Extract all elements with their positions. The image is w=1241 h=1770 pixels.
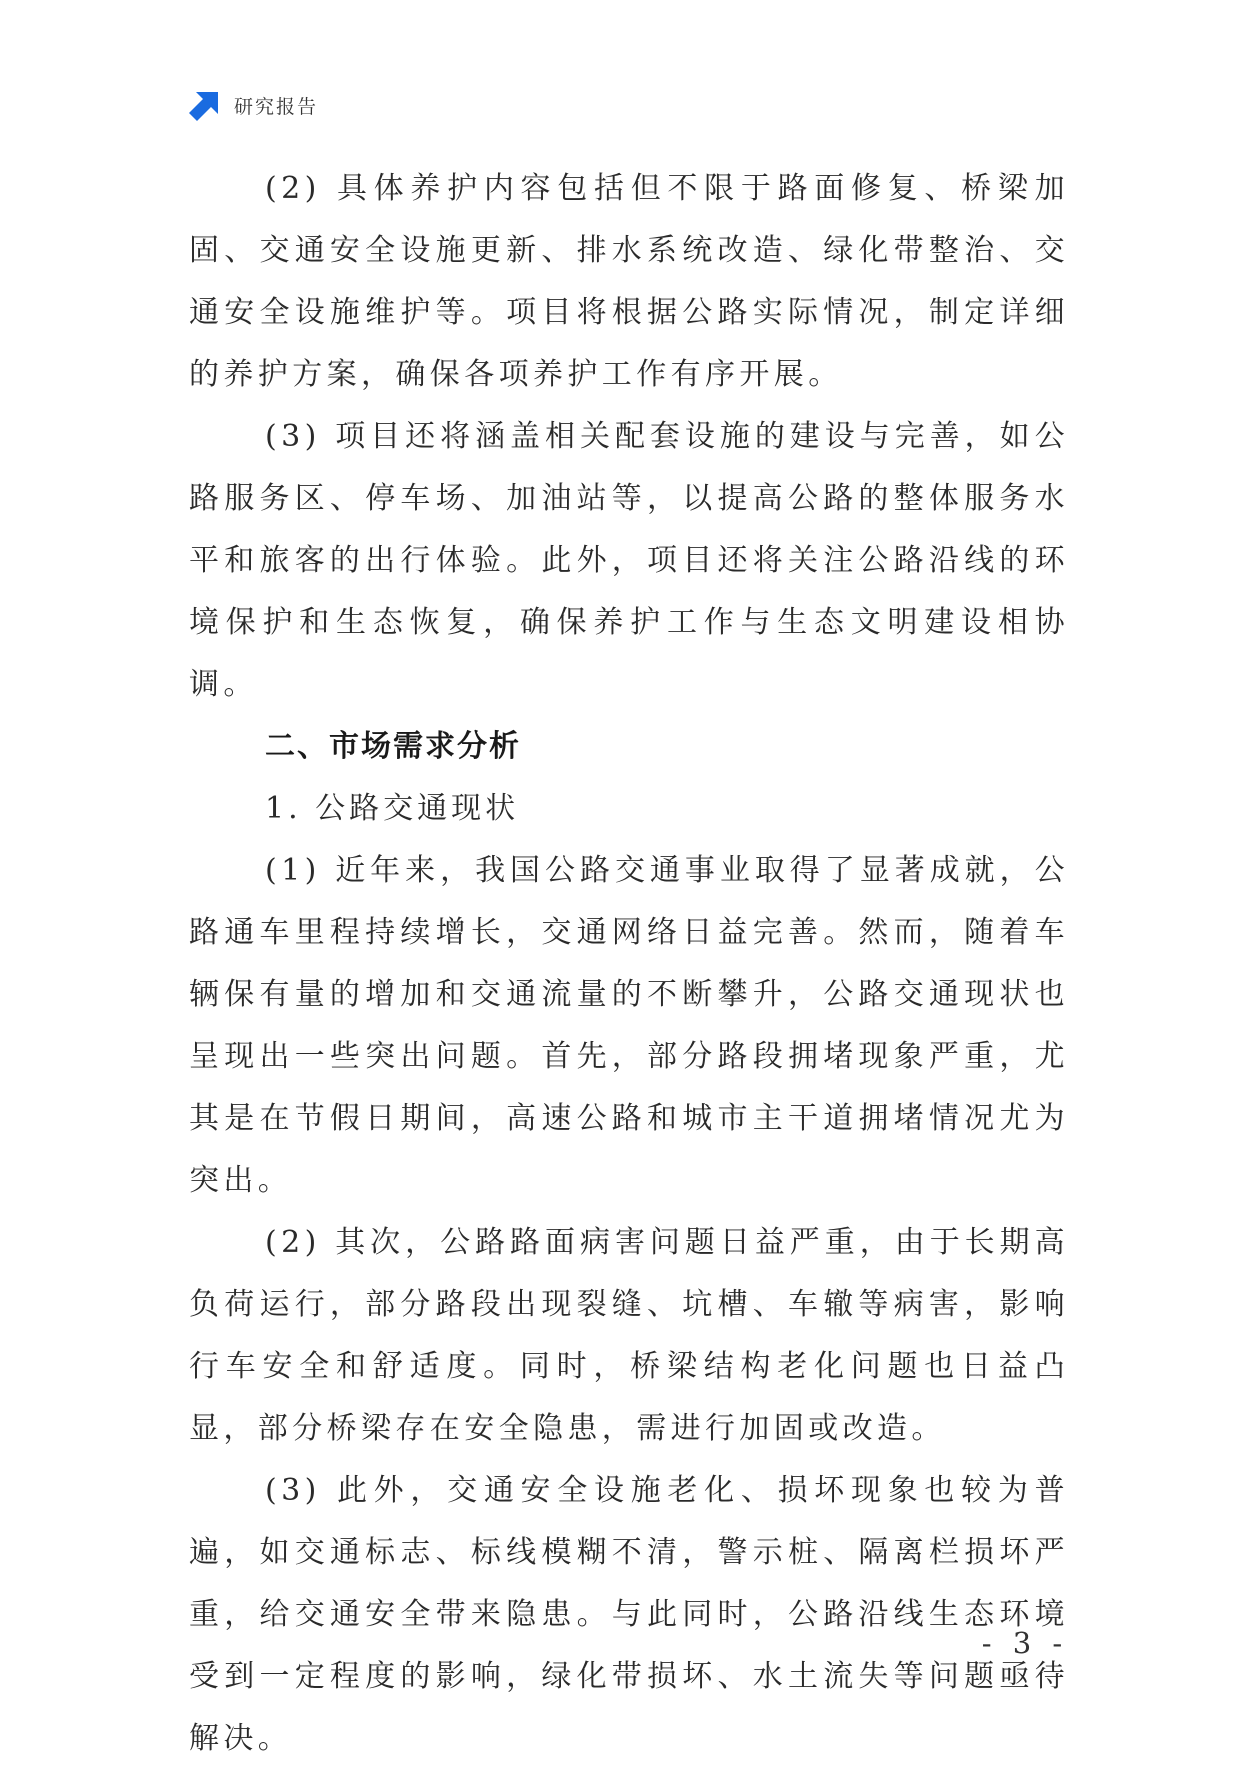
paragraph: (2) 具体养护内容包括但不限于路面修复、桥梁加固、交通安全设施更新、排水系统改造、绿化带整治、交通安全设施维护等。项目将根据公路实际情况，制定详细的养护方案，确保各项养护工作有序开展。 <box>189 171 1069 392</box>
header-title: 研究报告 <box>234 95 319 118</box>
page-number: - 3 - <box>981 1626 1069 1660</box>
subsection-heading: 1. 公路交通现状 <box>265 791 520 826</box>
paragraph: (3) 项目还将涵盖相关配套设施的建设与完善，如公路服务区、停车场、加油站等，以提高公路的整体服务水平和旅客的出行体验。此外，项目还将关注公路沿线的环境保护和生态恢复，确保养护工作与生态文明建设相协调。 <box>189 419 1069 702</box>
document-body <box>189 158 1069 1770</box>
report-header <box>189 88 318 122</box>
arrow-up-right-icon <box>189 89 221 121</box>
paragraph: (3) 此外，交通安全设施老化、损坏现象也较为普遍，如交通标志、标线模糊不清，警示桩、隔离栏损坏严重，给交通安全带来隐患。与此同时，公路沿线生态环境受到一定程度的影响，绿化带损坏、水土流失等问题亟待解决。 <box>189 1473 1069 1756</box>
paragraph: (2) 其次，公路路面病害问题日益严重，由于长期高负荷运行，部分路段出现裂缝、坑槽、车辙等病害，影响行车安全和舒适度。同时，桥梁结构老化问题也日益凸显，部分桥梁存在安全隐患，需进行加固或改造。 <box>189 1225 1069 1446</box>
paragraph: (1) 近年来，我国公路交通事业取得了显著成就，公路通车里程持续增长，交通网络日益完善。然而，随着车辆保有量的增加和交通流量的不断攀升，公路交通现状也呈现出一些突出问题。首先，部分路段拥堵现象严重，尤其是在节假日期间，高速公路和城市主干道拥堵情况尤为突出。 <box>189 853 1069 1198</box>
section-heading: 二、市场需求分析 <box>265 729 521 764</box>
